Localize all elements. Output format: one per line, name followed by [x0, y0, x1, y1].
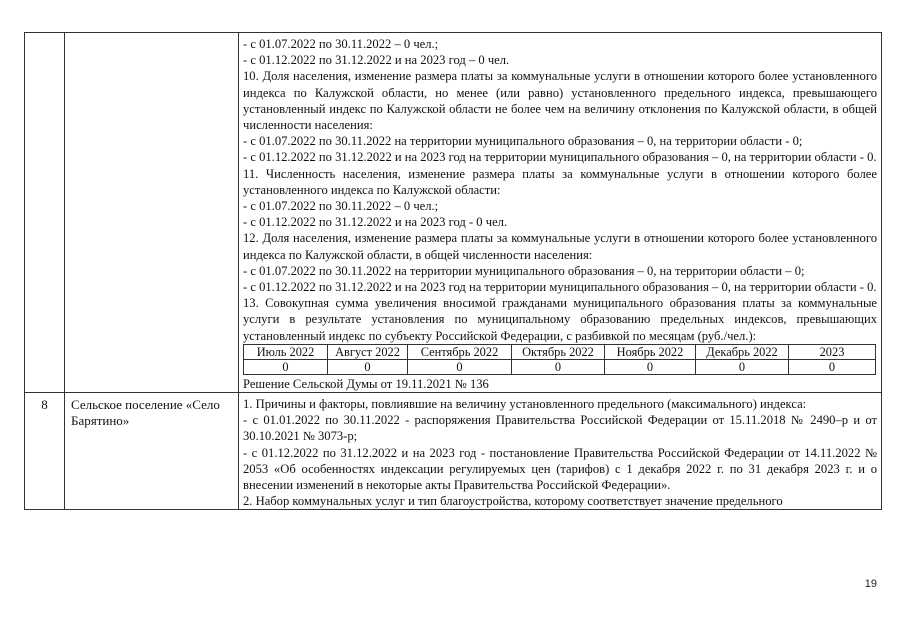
table-row-8: [25, 393, 882, 510]
month-header: Октябрь 2022: [512, 344, 605, 359]
text-paragraph-13: 13. Совокупная сумма увеличения вносимой гражданами муниципального образования платы за коммунальные услуги в результате установления по муниципальному образованию предельных индексов, превышающих установленный индекс по субъекту Российской Федерации, с разбивкой по месяцам (руб./чел.):: [243, 296, 877, 343]
text-paragraph-2: 2. Набор коммунальных услуг и тип благоустройства, которому соответствует значение предельного: [243, 494, 783, 509]
month-value: 0: [512, 359, 605, 374]
month-value: 0: [408, 359, 512, 374]
month-value-row: [244, 359, 876, 374]
month-header: Август 2022: [328, 344, 408, 359]
row-number: 8: [25, 393, 65, 510]
text-line: - с 01.12.2022 по 31.12.2022 и на 2023 год - 0 чел.: [243, 215, 508, 230]
text-line: - с 01.12.2022 по 31.12.2022 и на 2023 год - постановление Правительства Российской Федерации от 14.11.2022 № 2053 «Об особенностях индексации регулируемых цен (тарифов) с 1 декабря 2022 г. по 31 декабря 2023 г. и о внесении изменений в некоторые акты Правительства Российской Федерации».: [243, 445, 877, 493]
indices-table: [24, 32, 882, 510]
month-value: 0: [605, 359, 696, 374]
month-header-row: [244, 344, 876, 359]
row-name-cell-empty: [65, 33, 239, 393]
text-paragraph-12: 12. Доля населения, изменение размера платы за коммунальные услуги в отношении которого более установленного индекса по Калужской области, в общей численности населения:: [243, 231, 877, 262]
table-row-continued: [25, 33, 882, 393]
page-number: 19: [864, 578, 877, 590]
month-value: 0: [244, 359, 328, 374]
text-line: - с 01.01.2022 по 30.11.2022 - распоряжения Правительства Российской Федерации от 15.11.2018 № 2490–р и от 30.10.2021 № 3073-р;: [243, 413, 877, 444]
month-value: 0: [696, 359, 789, 374]
month-header: 2023: [789, 344, 876, 359]
row-description-cell: [239, 33, 882, 393]
text-line: - с 01.12.2022 по 31.12.2022 и на 2023 год – 0 чел.: [243, 53, 510, 68]
decision-reference: Решение Сельской Думы от 19.11.2021 № 136: [243, 376, 489, 391]
month-header: Ноябрь 2022: [605, 344, 696, 359]
month-header: Сентябрь 2022: [408, 344, 512, 359]
text-line: - с 01.12.2022 по 31.12.2022 и на 2023 год на территории муниципального образования – 0, на территории области - 0.: [243, 280, 877, 295]
month-header: Июль 2022: [244, 344, 328, 359]
text-paragraph-10: 10. Доля населения, изменение размера платы за коммунальные услуги в отношении которого более установленного индекса по Калужской области, но менее (или равно) установленного предельного индекса, превышающего установленный индекс по Калужской области не более чем на величину отклонения по Калужской области, в общей численности населения:: [243, 69, 877, 133]
municipality-name: Сельское поселение «Село Барятино»: [65, 393, 239, 510]
row-number-cell-empty: [25, 33, 65, 393]
month-header: Декабрь 2022: [696, 344, 789, 359]
monthly-amount-table: [243, 344, 876, 375]
text-line: - с 01.07.2022 по 30.11.2022 – 0 чел.;: [243, 199, 439, 214]
month-value: 0: [328, 359, 408, 374]
text-line: - с 01.07.2022 по 30.11.2022 – 0 чел.;: [243, 37, 439, 51]
text-paragraph-11: 11. Численность населения, изменение размера платы за коммунальные услуги в отношении которого более установленного индекса по Калужской области:: [243, 166, 877, 197]
text-paragraph-1: 1. Причины и факторы, повлиявшие на величину установленного предельного (максимального) индекса:: [243, 397, 807, 412]
text-line: - с 01.07.2022 по 30.11.2022 на территории муниципального образования – 0, на территории области - 0;: [243, 134, 803, 149]
text-line: - с 01.07.2022 по 30.11.2022 на территории муниципального образования – 0, на территории области – 0;: [243, 263, 805, 278]
text-line: - с 01.12.2022 по 31.12.2022 и на 2023 год на территории муниципального образования – 0, на территории области - 0.: [243, 150, 877, 165]
row-description-cell: [239, 393, 882, 510]
month-value: 0: [789, 359, 876, 374]
